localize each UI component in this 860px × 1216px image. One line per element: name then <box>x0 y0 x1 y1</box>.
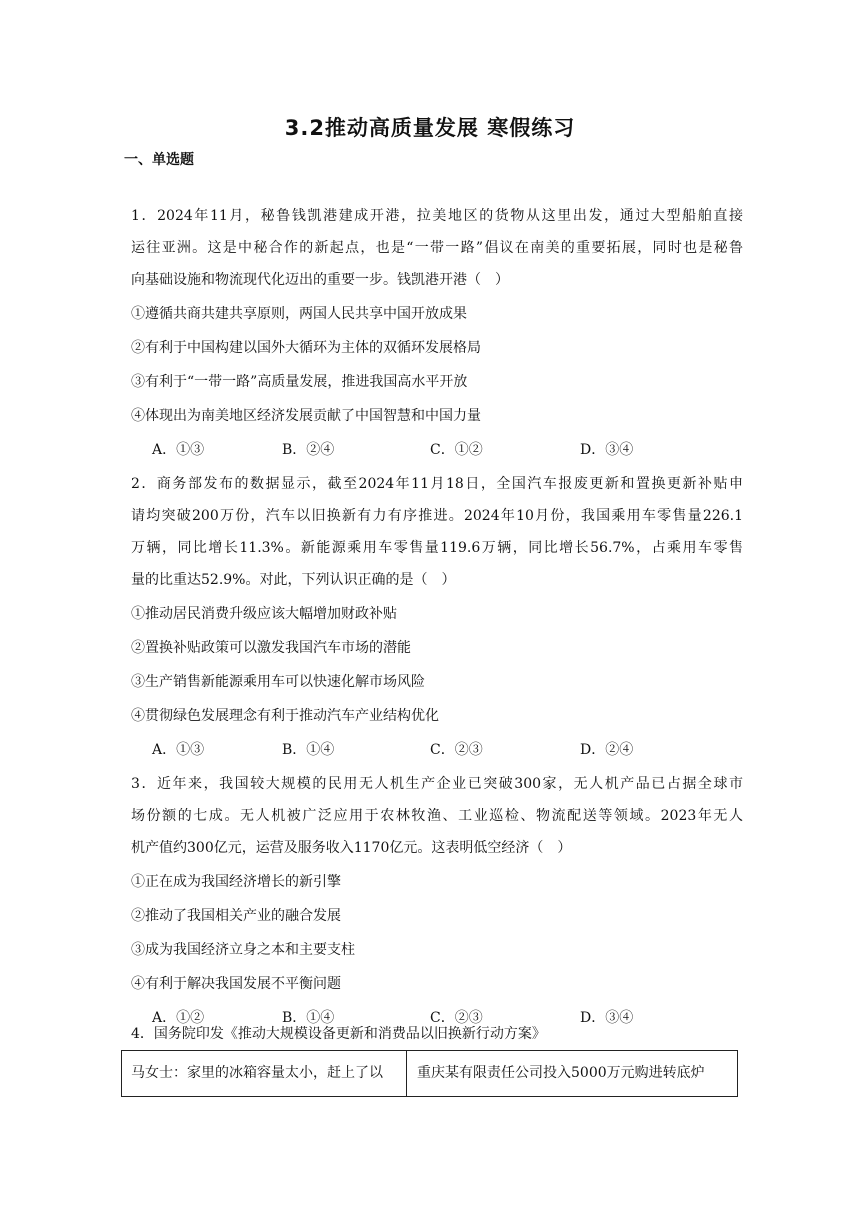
q1-statement: ①遵循共商共建共享原则，两国人民共享中国开放成果 <box>131 306 467 322</box>
q3-stem-line: 3．近年来，我国较大规模的民用无人机生产企业已突破300家，无人机产品已占据全球市 <box>131 776 743 792</box>
q1-options <box>152 440 752 460</box>
q3-stem-line: 场份额的七成。无人机被广泛应用于农林牧渔、工业巡检、物流配送等领域。2023年无人 <box>131 808 743 824</box>
section-heading: 一、单选题 <box>124 152 194 168</box>
q2-stem-line: 请均突破200万份，汽车以旧换新有力有序推进。2024年10月份，我国乘用车零售量226.1 <box>131 508 743 524</box>
q1-option-b[interactable]: B．②④ <box>282 442 335 458</box>
q2-option-d[interactable]: D．②④ <box>580 742 634 758</box>
q1-option-d[interactable]: D．③④ <box>580 442 634 458</box>
q3-option-c[interactable]: C．②③ <box>430 1010 483 1026</box>
q2-stem-line: 万辆，同比增长11.3%。新能源乘用车零售量119.6万辆，同比增长56.7%，占乘用车零售 <box>131 540 743 556</box>
q1-statement: ②有利于中国构建以国外大循环为主体的双循环发展格局 <box>131 340 481 356</box>
q2-option-c[interactable]: C．②③ <box>430 742 483 758</box>
q3-option-b[interactable]: B．①④ <box>282 1010 335 1026</box>
q3-statement: ②推动了我国相关产业的融合发展 <box>131 908 341 924</box>
q1-stem-line: 1．2024年11月，秘鲁钱凯港建成开港，拉美地区的货物从这里出发，通过大型船舶直接 <box>131 208 743 224</box>
q2-stem-line: 2．商务部发布的数据显示，截至2024年11月18日，全国汽车报废更新和置换更新补贴申 <box>131 476 743 492</box>
q2-stem-line: 量的比重达52.9%。对此，下列认识正确的是（ ） <box>131 572 456 588</box>
q4-table-cell-right: 重庆某有限责任公司投入5000万元购进转底炉 <box>417 1065 705 1081</box>
q2-options <box>152 740 752 760</box>
q1-stem-line: 向基础设施和物流现代化迈出的重要一步。钱凯港开港（ ） <box>131 272 509 288</box>
q4-table-cell-left: 马女士：家里的冰箱容量太小，赶上了以 <box>122 1051 407 1096</box>
q2-statement: ③生产销售新能源乘用车可以快速化解市场风险 <box>131 674 425 690</box>
q1-option-a[interactable]: A．①③ <box>152 442 205 458</box>
q2-statement: ④贯彻绿色发展理念有利于推动汽车产业结构优化 <box>131 708 439 724</box>
q2-option-b[interactable]: B．①④ <box>282 742 335 758</box>
q2-statement: ①推动居民消费升级应该大幅增加财政补贴 <box>131 606 397 622</box>
q3-option-d[interactable]: D．③④ <box>580 1010 634 1026</box>
q4-stem: 4．国务院印发《推动大规模设备更新和消费品以旧换新行动方案》 <box>131 1026 546 1042</box>
q4-table <box>121 1050 738 1097</box>
q3-statement: ③成为我国经济立身之本和主要支柱 <box>131 942 355 958</box>
q3-statement: ④有利于解决我国发展不平衡问题 <box>131 976 341 992</box>
q3-stem-line: 机产值约300亿元，运营及服务收入1170亿元。这表明低空经济（ ） <box>131 840 572 856</box>
q1-statement: ③有利于“一带一路”高质量发展，推进我国高水平开放 <box>131 374 468 390</box>
q3-statement: ①正在成为我国经济增长的新引擎 <box>131 874 341 890</box>
q1-option-c[interactable]: C．①② <box>430 442 483 458</box>
document-title: 3.2推动高质量发展 寒假练习 <box>284 116 576 140</box>
q2-statement: ②置换补贴政策可以激发我国汽车市场的潜能 <box>131 640 411 656</box>
q3-option-a[interactable]: A．①② <box>152 1010 205 1026</box>
q2-option-a[interactable]: A．①③ <box>152 742 205 758</box>
q1-stem-line: 运往亚洲。这是中秘合作的新起点，也是“一带一路”倡议在南美的重要拓展，同时也是秘鲁 <box>131 240 743 256</box>
q1-statement: ④体现出为南美地区经济发展贡献了中国智慧和中国力量 <box>131 408 481 424</box>
